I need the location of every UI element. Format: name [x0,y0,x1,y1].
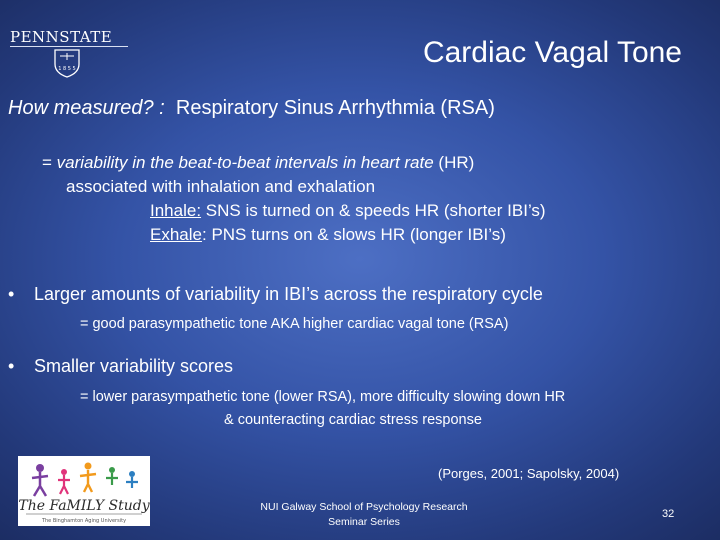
family-study-logo [18,456,150,526]
definition-prefix: = [42,153,57,172]
bullet-dot: • [8,356,15,376]
exhale-label: Exhale [150,225,202,244]
footer-line1: NUI Galway School of Psychology Research [260,501,468,513]
family-study-title: The FaMILY Study [18,498,150,514]
family-study-graphic [18,456,150,526]
bullet-larger-variability [8,284,543,305]
rsa-definition [42,151,546,247]
bullet-smaller-variability [8,356,233,377]
bullet-text: Smaller variability scores [34,356,234,376]
citation: (Porges, 2001; Sapolsky, 2004) [438,466,620,481]
slide-subtitle [8,97,495,120]
exhale-colon: : [201,225,207,244]
subtitle-question: How measured? : [8,97,165,119]
bullet-sub-text: = good parasympathetic tone AKA higher cardiac vagal tone (RSA) [80,316,509,332]
inhale-text: SNS is turned on & speeds HR (shorter IBI’s) [201,201,546,220]
slide-title: Cardiac Vagal Tone [422,36,682,69]
logo-year: 1 8 5 5 [58,66,76,72]
definition-line2: associated with inhalation and exhalation [66,177,376,196]
logo-divider [10,46,128,47]
bullet-sub-text: = lower parasympathetic tone (lower RSA), more difficulty slowing down HR [80,389,566,405]
definition-suffix: (HR) [433,153,475,172]
shield-icon [52,48,82,78]
bullet-sub-text: & counteracting cardiac stress response [224,412,482,428]
bullet-text: Larger amounts of variability in IBI’s across the respiratory cycle [34,284,543,304]
page-number: 32 [662,508,675,520]
subtitle-answer: Respiratory Sinus Arrhythmia (RSA) [175,97,495,119]
bullet-dot: • [8,284,15,304]
family-study-tagline: The Binghamton Aging University [41,518,127,524]
inhale-label: Inhale: [150,201,202,220]
pennstate-logo-text: PENNSTATE [10,28,113,46]
footer [248,500,480,530]
pennstate-logo [10,28,130,78]
exhale-text: PNS turns on & slows HR (longer IBI’s) [206,225,506,244]
definition-italic: variability in the beat-to-beat intervals in heart rate [56,153,434,172]
footer-line2: Seminar Series [328,516,400,528]
